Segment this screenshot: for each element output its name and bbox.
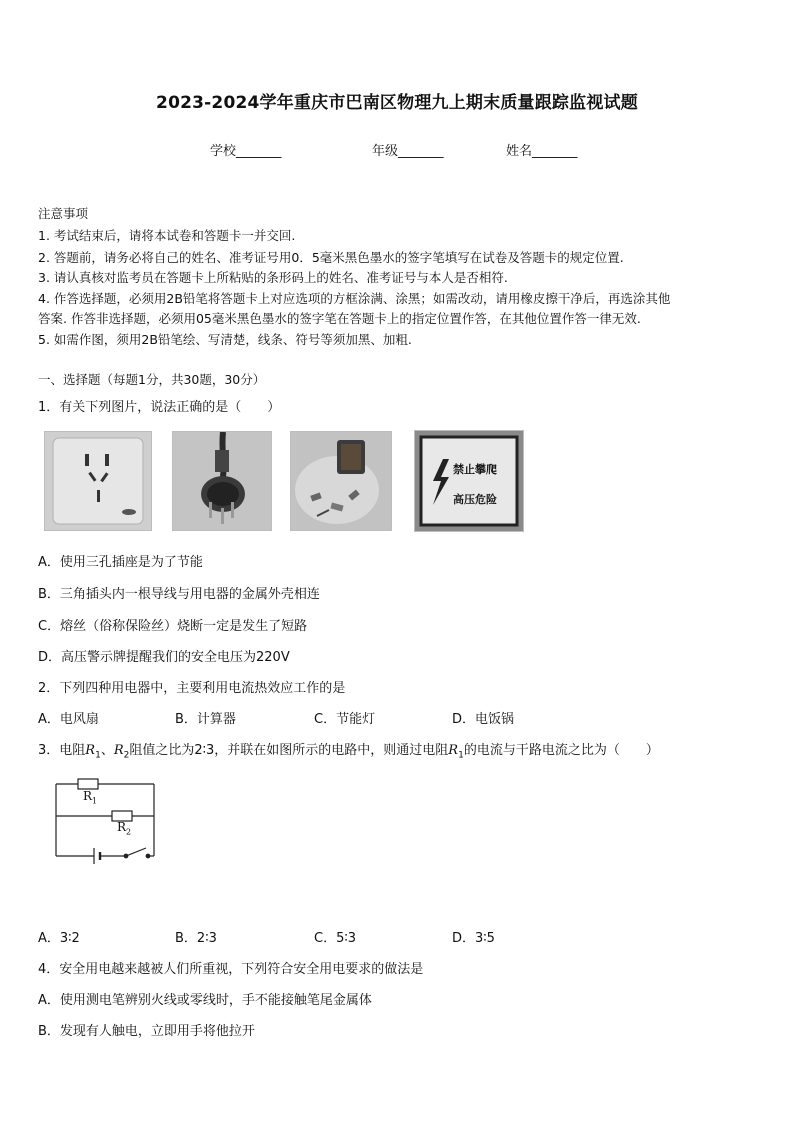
q2-option-b: B．计算器 [175,712,236,727]
q3-stem-b: 阻值之比为2∶3，并联在如图所示的电路中，则通过电阻 [129,743,449,758]
q3-option-a: A．3∶2 [38,931,80,946]
notice-item: 2. 答题前，请务必将自己的姓名、准考证号用0．5毫米黑色墨水的签字笔填写在试卷及答题卡的规定位置. [38,250,624,265]
warning-sign-photo [414,430,524,532]
q3-r1-sub: 1 [95,750,101,761]
notice-item: 3. 请认真核对监考员在答题卡上所粘贴的条形码上的姓名、准考证号与本人是否相符. [38,270,508,285]
question-3-stem [38,739,659,761]
label-r2 [117,820,131,836]
q3-r1b-sub: 1 [458,750,464,761]
name-field: 姓名_______ [506,144,578,159]
fuse-image [291,432,391,530]
label-r2-letter: R [117,820,127,834]
question-2-stem: 2．下列四种用电器中，主要利用电流热效应工作的是 [38,681,346,696]
q4-option-a: A．使用测电笔辨别火线或零线时，手不能接触笔尾金属体 [38,993,372,1008]
q1-option-d: D．高压警示牌提醒我们的安全电压为220V [38,650,290,665]
resistor-r1 [78,779,98,789]
q4-option-b: B．发现有人触电，立即用手将他拉开 [38,1024,255,1039]
notice-item: 1. 考试结束后，请将本试卷和答题卡一并交回. [38,228,296,243]
section-heading: 一、选择题（每题1分，共30题，30分） [38,372,266,387]
q1-option-a: A．使用三孔插座是为了节能 [38,555,203,570]
q3-option-d: D．3∶5 [452,931,495,946]
plug-photo [172,431,272,531]
label-r1-letter: R [83,789,93,803]
q1-option-b: B．三角插头内一根导线与用电器的金属外壳相连 [38,587,320,602]
q1-option-c: C．熔丝（俗称保险丝）烧断一定是发生了短路 [38,619,308,634]
q2-option-a: A．电风扇 [38,712,99,727]
notice-item: 答案. 作答非选择题，必须用05毫米黑色墨水的签字笔在答题卡上的指定位置作答，在其他位置作答一律无效. [38,311,641,326]
circuit-diagram [50,774,162,864]
school-field: 学校_______ [210,144,282,159]
q3-r1b: R [448,743,459,758]
q3-r2-sub: 2 [123,750,130,761]
sign-text-1: 禁止攀爬 [453,463,497,476]
q2-option-d: D．电饭锅 [452,712,515,727]
question-4-stem: 4．安全用电越来越被人们所重视，下列符合安全用电要求的做法是 [38,962,424,977]
switch-lever [126,848,146,856]
q3-stem-c: 的电流与干路电流之比为（ ） [463,743,659,758]
socket-image [45,432,151,530]
socket-photo [44,431,152,531]
label-r1 [83,789,97,805]
q2-option-c: C．节能灯 [314,712,376,727]
q3-r2: R [113,743,124,758]
warning-sign-image [415,431,523,531]
sign-text-2: 高压危险 [453,493,497,506]
notice-item: 4. 作答选择题，必须用2B铅笔将答题卡上对应选项的方框涂满、涂黑；如需改动，请用橡皮擦干净后，再选涂其他 [38,291,671,306]
q3-option-c: C．5∶3 [314,931,357,946]
notice-item: 5. 如需作图，须用2B铅笔绘、写清楚，线条、符号等须加黑、加粗. [38,332,412,347]
notice-heading: 注意事项 [38,206,89,221]
grade-field: 年级_______ [372,144,444,159]
q3-option-b: B．2∶3 [175,931,217,946]
q3-stem-a: 3．电阻 [38,743,86,758]
q3-r1: R [85,743,96,758]
label-r1-sub: 1 [92,796,98,806]
q3-sep: 、 [100,743,114,758]
question-1-stem: 1．有关下列图片，说法正确的是（ ） [38,400,281,415]
page-title: 2023-2024学年重庆市巴南区物理九上期末质量跟踪监视试题 [156,93,638,113]
fuse-photo [290,431,392,531]
label-r2-sub: 2 [126,827,132,837]
plug-image [173,432,271,530]
